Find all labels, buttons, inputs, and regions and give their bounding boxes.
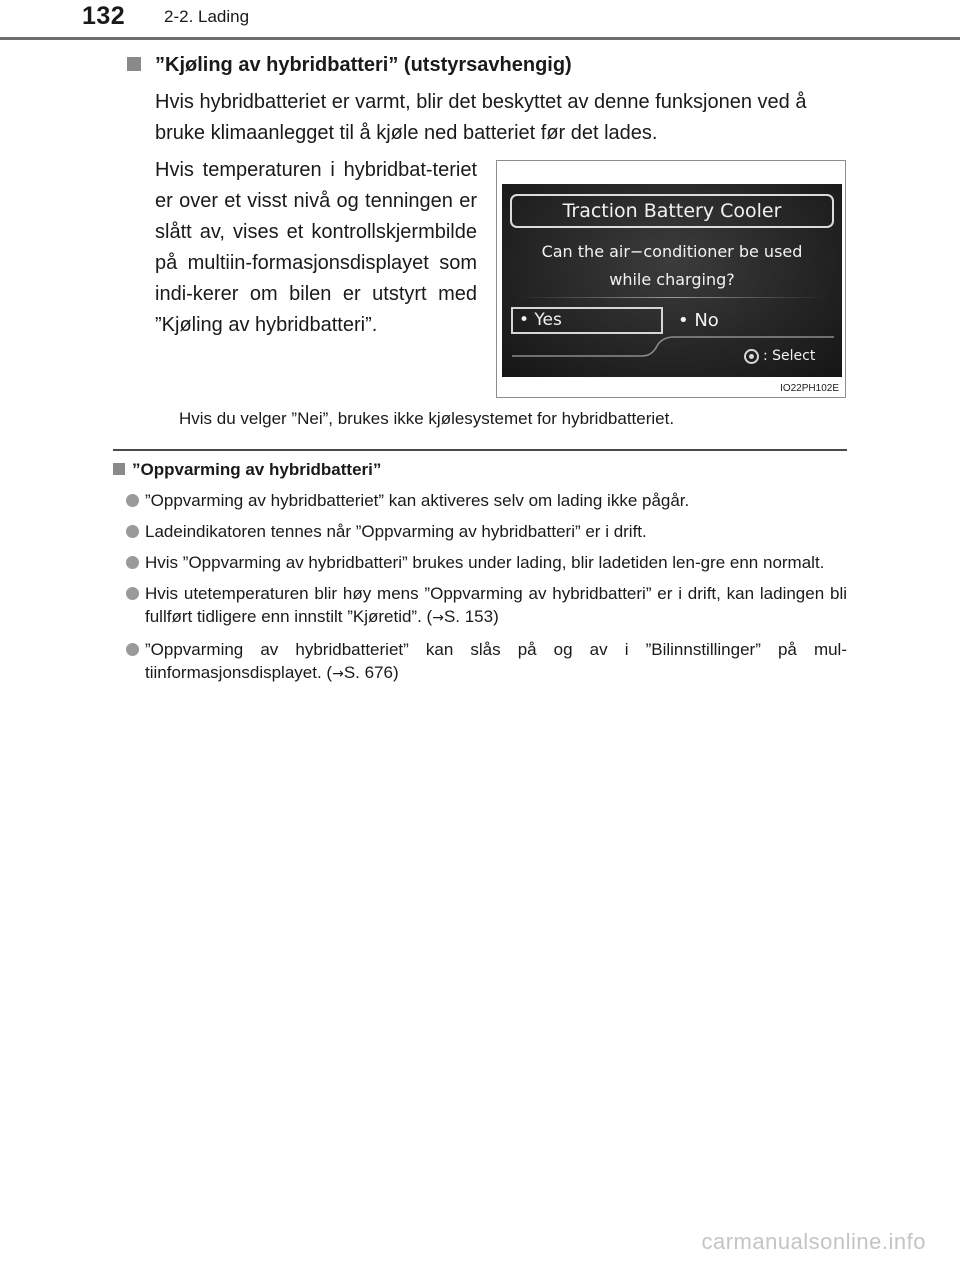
header-rule (0, 37, 960, 40)
screen-divider (510, 297, 834, 298)
list-item (126, 638, 847, 686)
select-hint-text: : Select (763, 348, 816, 364)
figure-caption: Hvis du velger ”Nei”, brukes ikke kjølesystemet for hybridbatteriet. (179, 409, 675, 428)
screen-question-line1: Can the air−conditioner be used (541, 242, 803, 261)
arrow-right-icon: → (332, 666, 344, 682)
yes-option[interactable]: • Yes (511, 307, 663, 334)
cooling-heading (127, 54, 572, 77)
section-label: 2-2. Lading (164, 7, 250, 26)
circle-bullet-icon (126, 556, 139, 569)
bullet-text: Ladeindikatoren tennes når ”Oppvarming av hybridbatteri” er i drift. (145, 522, 647, 541)
circle-bullet-icon (126, 525, 139, 538)
list-item (126, 489, 847, 512)
dial-knob-icon (744, 349, 759, 364)
bullet-text: Hvis ”Oppvarming av hybridbatteri” brukes under lading, blir ladetiden len-gre enn normalt. (145, 553, 825, 572)
page-reference-link[interactable]: S. 676) (343, 663, 399, 682)
screen-title: Traction Battery Cooler (510, 194, 834, 228)
no-option[interactable]: • No (678, 310, 719, 331)
square-bullet-icon (127, 57, 141, 71)
screen-question (522, 238, 822, 294)
warming-heading (113, 460, 381, 480)
bullet-text: ”Oppvarming av hybridbatteriet” kan slås på og av i ”Bilinnstillinger” på mul-tiinformasjonsdisplayet. ( (145, 640, 847, 682)
cooling-heading-text: ”Kjøling av hybridbatteri” (utstyrsavhengig) (155, 54, 572, 76)
list-item (126, 551, 847, 574)
cooling-display-paragraph: Hvis temperaturen i hybridbat-teriet er over et visst nivå og tenningen er slått av, vises et kontrollskjermbilde på multiin-formasjonsdisplayet som indi-kerer om bilen er utstyrt med ”Kjøling av hybridbatteri”. (155, 159, 477, 336)
warming-heading-text: ”Oppvarming av hybridbatteri” (132, 460, 382, 479)
section-separator (113, 449, 847, 451)
circle-bullet-icon (126, 587, 139, 600)
watermark-text: carmanualsonline.info (701, 1229, 926, 1254)
display-figure (496, 160, 846, 398)
circle-bullet-icon (126, 494, 139, 507)
arrow-right-icon: → (432, 610, 444, 626)
figure-code: IO22PH102E (780, 383, 839, 394)
warming-bullet-list (126, 489, 847, 694)
circle-bullet-icon (126, 643, 139, 656)
list-item (126, 582, 847, 630)
page-reference-link[interactable]: S. 153) (443, 607, 499, 626)
screen-question-line2: while charging? (609, 270, 735, 289)
list-item (126, 520, 847, 543)
select-hint (744, 346, 815, 366)
page-number: 132 (82, 2, 126, 30)
display-screen (502, 184, 842, 377)
bullet-text: ”Oppvarming av hybridbatteriet” kan aktiveres selv om lading ikke pågår. (145, 491, 690, 510)
bullet-text: Hvis utetemperaturen blir høy mens ”Oppvarming av hybridbatteri” er i drift, kan ladingen bli fullført tidligere enn innstilt ”Kjøretid”. ( (145, 584, 847, 626)
square-bullet-icon (113, 463, 125, 475)
cooling-intro-paragraph: Hvis hybridbatteriet er varmt, blir det beskyttet av denne funksjonen ved å bruke klimaanlegget til å kjøle ned batteriet før det lades. (155, 91, 807, 144)
watermark (0, 1229, 960, 1255)
